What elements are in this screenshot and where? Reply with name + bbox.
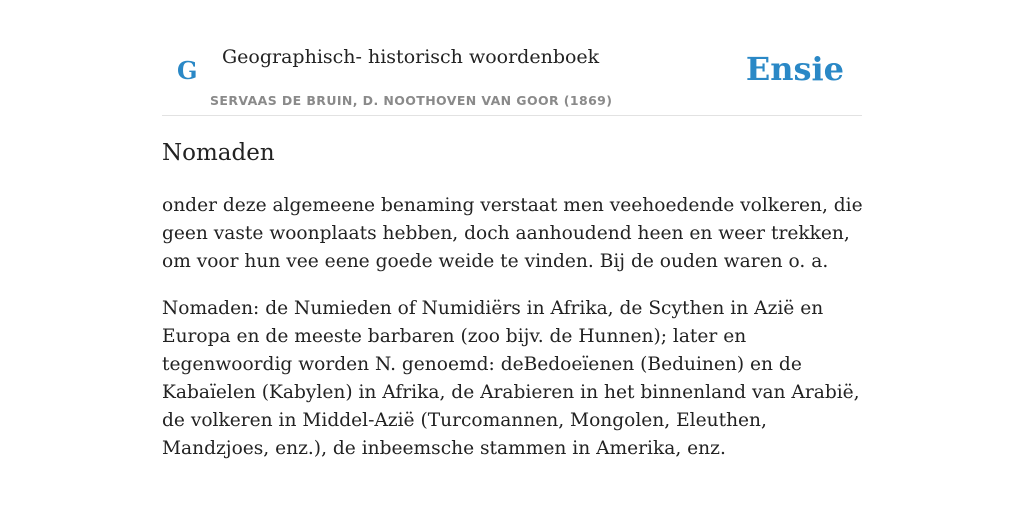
dictionary-authors: SERVAAS DE BRUIN, D. NOOTHOVEN VAN GOOR (1869) [210, 93, 613, 108]
entry-paragraph: Nomaden: de Numieden of Numidiërs in Afrika, de Scythen in Azië en Europa en de meeste barbaren (zoo bijv. de Hunnen); later en tegenwoordig worden N. genoemd: deBedoeïenen (Beduinen) en de Kabaïelen (Kabylen) in Afrika, de Arabieren in het binnenland van Arabië, de volkeren in Middel-Azië (Turcomannen, Mongolen, Eleuthen, Mandzjoes, enz.), de inbeemsche stammen in Amerika, enz. [162, 298, 860, 459]
entry-body [162, 192, 867, 482]
entry-paragraph: onder deze algemeene benaming verstaat men veehoedende volkeren, die geen vaste woonplaats hebben, doch aanhoudend heen en weer trekken, om voor hun vee eene goede weide te vinden. Bij de ouden waren o. a. [162, 195, 863, 272]
entry-title: Nomaden [162, 140, 275, 166]
dictionary-logo-link[interactable]: G [177, 56, 198, 85]
dictionary-title[interactable]: Geographisch- historisch woordenboek [222, 46, 600, 68]
ensie-logo-link[interactable]: Ensie [745, 50, 844, 88]
dictionary-header [162, 40, 862, 116]
